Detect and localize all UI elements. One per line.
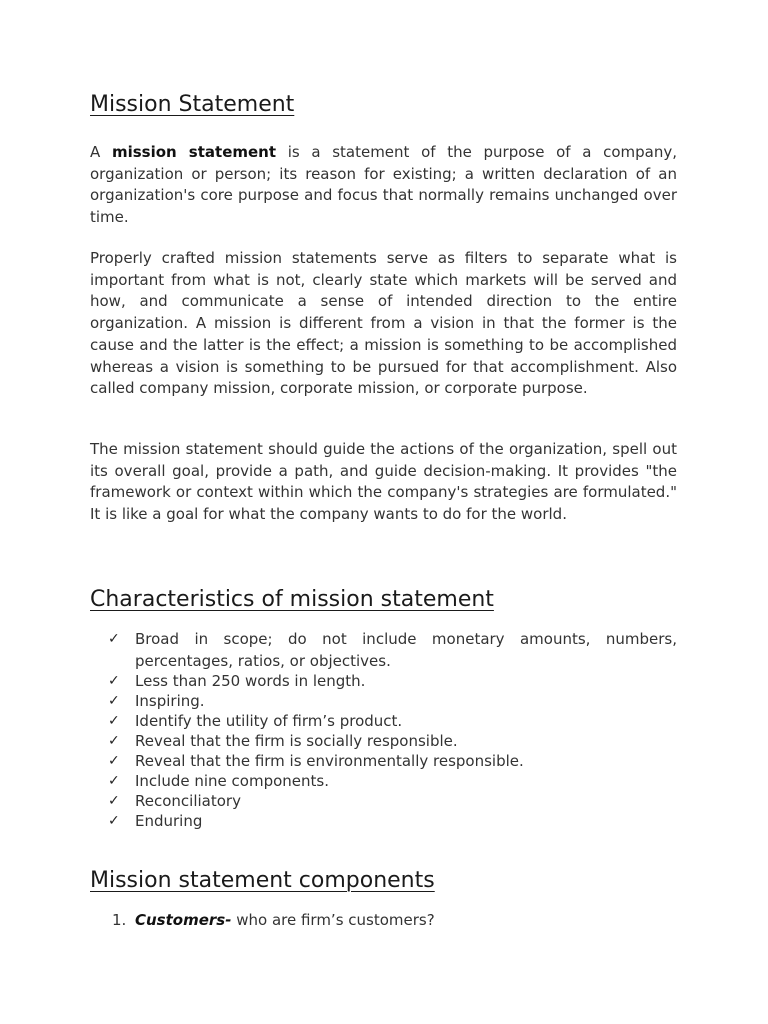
list-item: ✓ Less than 250 words in length. (108, 672, 366, 690)
check-icon: ✓ (108, 631, 120, 647)
paragraph-definition-text: is a statement of the purpose of a company, organization or person; its reason for existing; a written declaration of an organization's core purpose and focus that normally remains unchanged over time. (90, 143, 677, 227)
check-icon: ✓ (108, 693, 120, 709)
characteristics-list (108, 628, 677, 830)
check-icon: ✓ (108, 673, 120, 689)
list-item: ✓ Broad in scope; do not include monetary amounts, numbers, percentages, ratios, or objectives. (108, 630, 677, 670)
list-item: ✓ Inspiring. (108, 692, 205, 710)
list-item: ✓ Enduring (108, 812, 203, 830)
paragraph-definition (90, 142, 677, 229)
list-item: ✓ Reconciliatory (108, 792, 241, 810)
check-icon: ✓ (108, 813, 120, 829)
heading-mission-statement: Mission Statement (90, 92, 295, 117)
component-term: Customers- (135, 911, 232, 929)
check-icon: ✓ (108, 773, 120, 789)
term-mission-statement: mission statement (111, 143, 277, 161)
list-number: 1. (112, 911, 127, 929)
check-icon: ✓ (108, 713, 120, 729)
components-list (112, 909, 677, 931)
check-icon: ✓ (108, 753, 120, 769)
list-item: ✓ Reveal that the firm is socially responsible. (108, 732, 458, 750)
list-item: ✓ Identify the utility of firm’s product. (108, 712, 403, 730)
heading-components: Mission statement components (90, 868, 435, 893)
check-icon: ✓ (108, 733, 120, 749)
heading-characteristics: Characteristics of mission statement (90, 587, 494, 612)
paragraph-purpose: Properly crafted mission statements serve as filters to separate what is important from what is not, clearly state which markets will be served and how, and communicate a sense of intended direction to the entire organization. A mission is different from a vision in that the former is the cause and the latter is the effect; a mission is something to be accomplished whereas a vision is something to be pursued for that accomplishment. Also called company mission, corporate mission, or corporate purpose. (90, 249, 677, 398)
list-item: ✓ Reveal that the firm is environmentally responsible. (108, 752, 524, 770)
check-icon: ✓ (108, 793, 120, 809)
component-description: who are firm’s customers? (231, 911, 435, 929)
list-item: ✓ Include nine components. (108, 772, 329, 790)
paragraph-definition-article: A (90, 143, 101, 161)
list-item (112, 909, 677, 931)
paragraph-guidance: The mission statement should guide the actions of the organization, spell out its overall goal, provide a path, and guide decision-making. It provides "the framework or context within which the company's strategies are formulated." It is like a goal for what the company wants to do for the world. (90, 440, 677, 524)
